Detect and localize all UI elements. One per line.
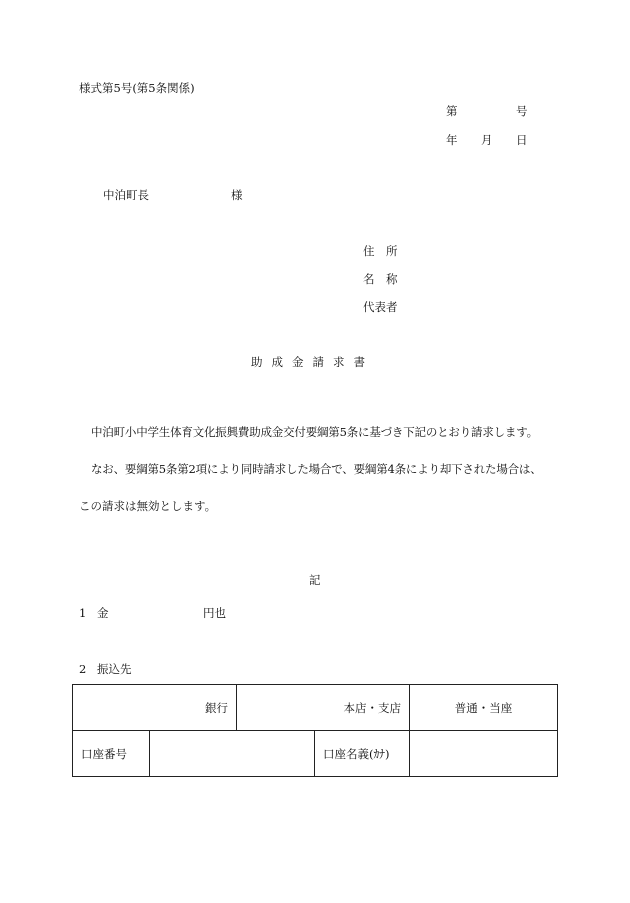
bank-row [73, 685, 558, 731]
addressee-honorific: 様 [231, 188, 243, 202]
bank-name-cell: 銀行 [73, 685, 237, 731]
body-line-1: 中泊町小中学生体育文化振興費助成金交付要綱第5条に基づき下記のとおり請求します。 [91, 425, 538, 439]
address-label: 住 所 [363, 244, 398, 258]
account-number-value-cell [150, 731, 315, 777]
account-type-cell: 普通・当座 [410, 685, 558, 731]
date-day: 日 [516, 133, 528, 147]
body-line-2: なお、要綱第5条第2項により同時請求した場合で、要綱第4条により却下された場合は、 [91, 462, 542, 476]
item-1-number: 1 [79, 606, 87, 620]
number-dai: 第 [446, 104, 458, 118]
number-go: 号 [516, 104, 528, 118]
name-label: 名 称 [363, 272, 398, 286]
document-title: 助成金請求書 [251, 355, 374, 369]
date-month: 月 [481, 133, 493, 147]
body-line-3: この請求は無効とします。 [79, 499, 217, 513]
account-row [73, 731, 558, 777]
account-holder-value-cell [410, 731, 558, 777]
item-1-label: 金 [97, 606, 109, 620]
bank-transfer-table [72, 684, 558, 777]
item-2-number: 2 [79, 662, 87, 676]
ki-heading: 記 [309, 573, 321, 587]
account-number-label-cell: 口座番号 [73, 731, 150, 777]
branch-cell: 本店・支店 [237, 685, 410, 731]
form-number: 様式第5号(第5条関係) [79, 81, 195, 95]
date-year: 年 [446, 133, 458, 147]
account-holder-label-cell: 口座名義(ｶﾅ) [315, 731, 410, 777]
representative-label: 代表者 [363, 300, 398, 314]
addressee-name: 中泊町長 [103, 188, 149, 202]
item-2-label: 振込先 [97, 662, 132, 676]
item-1-unit: 円也 [203, 606, 226, 620]
